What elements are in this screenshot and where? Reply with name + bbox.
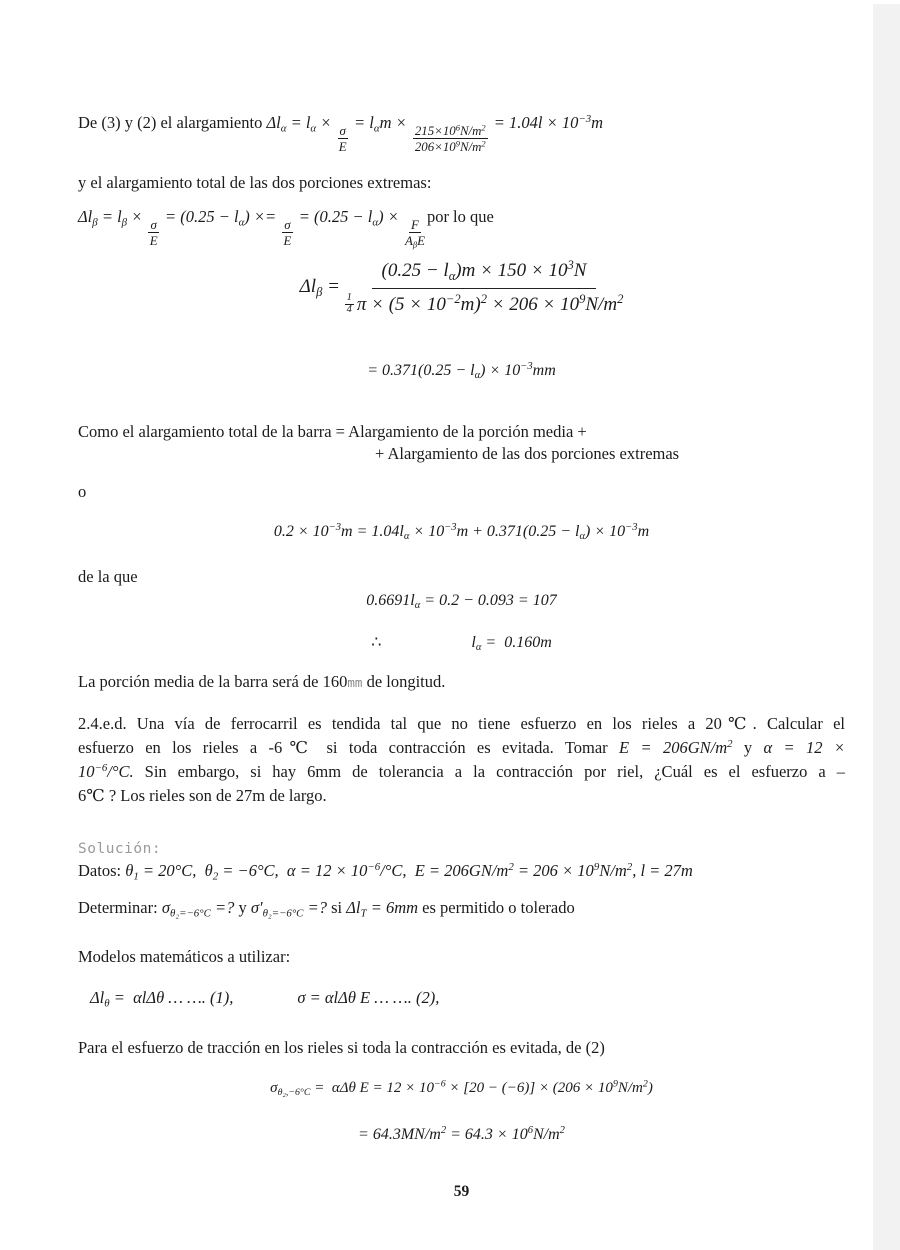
paragraph-modelos: [78, 946, 845, 968]
equation-l-alpha-result: [78, 632, 845, 654]
paragraph-determinar: [78, 897, 845, 919]
text-segment: si: [331, 898, 347, 917]
equation-balance: [78, 521, 845, 543]
paragraph-line: [78, 784, 845, 808]
big-fraction: [345, 258, 624, 318]
equation-delta-l-beta-display: [78, 258, 845, 318]
equation-result-0371: [78, 360, 845, 382]
eq4-numerator: $(0.25 - l_\alpha)m \times 150 \times 10^3N$: [372, 258, 597, 289]
fraction-sigma-e: $\frac{\sigma}{E}$: [283, 218, 292, 249]
therefore-symbol: ∴: [371, 634, 382, 651]
text-segment: α = 12 ×: [763, 738, 845, 757]
text-segment: σ = αlΔθ E … …. (2),: [297, 988, 440, 1007]
equation-elongation-alpha: [78, 112, 845, 154]
text-segment: $10^{-6}/^\circ C$.: [78, 762, 134, 781]
equation-06691: [78, 590, 845, 612]
eq5-math: = $0.371(0.25 - l_\alpha) \times 10^{-3}mm$: [367, 361, 556, 382]
eq10-math: $0.6691l_\alpha = 0.2 - 0.093 = 107$: [366, 592, 557, 612]
text-segment: $\sigma'_{\theta_2=-6^\circ C}$ =?: [250, 898, 332, 920]
eq1-result: = $1.04l \times 10^{-3}m$: [489, 113, 604, 132]
text-segment: Sin embargo, si hay 6mm de tolerancia a la contracción por riel, ¿Cuál es el esfuerzo a –: [133, 762, 845, 781]
text-segment: Determinar:: [78, 898, 162, 917]
text-segment: 2.4.e.d. Una vía de ferrocarril es tendida tal que no tiene esfuerzo en los rieles a 20℃. Calcular el: [78, 714, 845, 733]
page-number: [78, 1182, 845, 1203]
text-segment: $\Delta l_\theta = \alpha l\Delta\theta$ … …. (1),: [90, 988, 234, 1010]
fraction-stress-modulus: $\frac{215\times 10^6N/m^2}{206\times 10^9N/m^2}$: [414, 122, 486, 155]
text-segment: es permitido o tolerado: [418, 898, 575, 917]
paragraph-text: de la que: [78, 567, 138, 586]
eq3-math: $\Delta l_\beta = l_\beta$ ×: [78, 207, 147, 229]
paragraph-problem-24ed: [78, 712, 845, 808]
solution-label: [78, 840, 845, 860]
text-segment: La porción media de la barra será de 160: [78, 672, 348, 691]
paragraph-line: [78, 712, 845, 736]
eq1-math: = $l_\alpha m$ ×: [349, 113, 411, 135]
paragraph-datos: [78, 860, 845, 882]
text-segment: esfuerzo en los rieles a -6℃ si toda contracción es evitada. Tomar: [78, 738, 620, 757]
text-segment: $\theta_1 = 20^\circ C$, $\theta_2 = -6^\circ C$, $\alpha = 12 \times 10^{-6}/^\circ C$, $E = 206GN/m^2 = 206 \times 10^9N/m^2$, l = 27m: [125, 861, 693, 883]
eq8-math: $0.2 \times 10^{-3}m = 1.04l_\alpha \times 10^{-3}m + 0.371(0.25 - l_\alpha) \times 10^{-3}m$: [273, 522, 650, 543]
text-segment: y: [238, 898, 251, 917]
page-number-text: 59: [453, 1183, 470, 1200]
paragraph-text: o: [78, 482, 87, 501]
text-segment: 6℃ ? Los rieles son de 27m de largo.: [78, 786, 327, 805]
fraction-sigma-e: $\frac{\sigma}{E}$: [338, 124, 347, 155]
equation-sigma-result: [78, 1124, 845, 1146]
paragraph-de-la-que: [78, 566, 845, 588]
fraction-one-quarter: 1 4: [346, 292, 352, 316]
eq1-math: $\Delta l_\alpha = l_\alpha$ ×: [266, 113, 336, 135]
paragraph-text: y el alargamiento total de las dos porciones extremas:: [78, 173, 432, 192]
paragraph-porcion-media: [78, 671, 845, 693]
paragraph-o: [78, 481, 845, 503]
eq3-math: = $(0.25 - l_\alpha)$ ×: [294, 207, 403, 229]
text-segment: $\Delta l_T = 6mm$: [346, 898, 419, 920]
text-segment: Datos:: [78, 861, 126, 880]
eq4-lhs: $\Delta l_\beta$ =: [299, 276, 345, 300]
eq20-math: $\sigma_{\theta_2,-6^\circ C} = \alpha\Delta\theta$ $E = 12 \times 10^{-6} \times [20 - (-6)] \times (206 \times 10^9N/m^2)$: [270, 1078, 653, 1098]
text-segment: y: [732, 738, 764, 757]
fraction-sigma-e: $\frac{\sigma}{E}$: [149, 218, 158, 249]
paragraph-para-esfuerzo: [78, 1037, 845, 1059]
fraction-force-area: $\frac{F}{A_\beta E}$: [404, 218, 425, 250]
equation-sigma-thermal: [78, 1078, 845, 1098]
equation-models: [78, 987, 857, 1009]
eq4-denominator: [345, 289, 624, 319]
equation-elongation-beta-inline: [78, 206, 845, 248]
text-segment: de longitud.: [362, 672, 446, 691]
paragraph-line: + Alargamiento de las dos porciones extremas: [375, 444, 680, 464]
eq4-denominator-text: $\pi \times (5 \times 10^{-2}m)^2 \times 206 \times 10^9N/m^2$: [356, 291, 624, 315]
page-edge-strip: [873, 4, 900, 1250]
solution-text: Solución:: [78, 841, 162, 857]
paragraph-total-elongation: [78, 172, 845, 194]
text-segment: $E = 206GN/m^2$: [619, 738, 733, 757]
text-segment: mm: [347, 675, 363, 690]
eq1-prefix: De (3) y (2) el alargamiento: [78, 113, 267, 132]
paragraph-text: Modelos matemáticos a utilizar:: [78, 947, 291, 966]
paragraph-como-alargamiento: [78, 421, 845, 466]
eq21-math: = $64.3MN/m^2 = 64.3 \times 10^6N/m^2$: [358, 1125, 565, 1143]
paragraph-line: Como el alargamiento total de la barra = Alargamiento de la porción media +: [78, 422, 587, 441]
paragraph-line: [78, 760, 845, 784]
eq3-suffix: por lo que: [426, 207, 494, 226]
paragraph-text: Para el esfuerzo de tracción en los rieles si toda la contracción es evitada, de (2): [78, 1038, 605, 1057]
eq11-math: $l_\alpha = 0.160m$: [471, 634, 552, 654]
eq3-math: = $(0.25 - l_\alpha)$ ×=: [160, 207, 281, 229]
text-segment: $\sigma_{\theta_2=-6^\circ C}$ =?: [161, 898, 239, 920]
paragraph-line: [78, 736, 845, 760]
